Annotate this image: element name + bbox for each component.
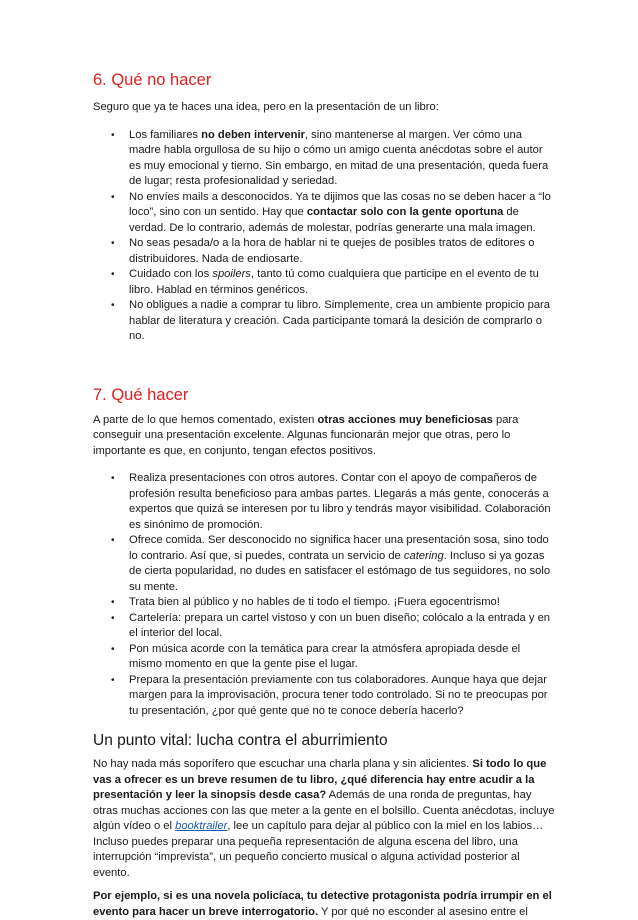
section-6-heading: 6. Qué no hacer	[93, 71, 212, 89]
vital-heading: Un punto vital: lucha contra el aburrimiento	[93, 732, 388, 749]
section-7-heading: 7. Qué hacer	[93, 385, 189, 404]
bullet-icon: •	[111, 643, 115, 655]
bullet-icon: •	[111, 612, 115, 624]
list-item: • Trata bien al público y no hables de ti todo el tiempo. ¡Fuera egocentrismo!	[93, 595, 555, 611]
section-6-list	[93, 128, 555, 345]
bullet-icon: •	[111, 238, 115, 249]
bullet-icon: •	[111, 300, 115, 311]
bullet-icon: •	[111, 597, 115, 608]
list-item: • Los familiares no deben intervenir, sino mantenerse al margen. Ver cómo una madre habla orgullosa de su hijo o cómo un amigo cuenta anécdotas sobre el autor es muy emocional y tierno. Sin embargo, en mitad de una presentación, queda fuera de lugar; resta profesionalidad y seriedad.	[111, 128, 549, 187]
vital-paragraph-1: No hay nada más soporífero que escuchar una charla plana y sin alicientes. Si todo lo que vas a ofrecer es un breve resumen de tu libro, ¿qué diferencia hay entre acudir a la presentación y leer la sinopsis desde casa? Además de una ronda de preguntas, hay otras muchas acciones con las que meter a la gente en el bolsillo. Cuenta anécdotas, incluye algún vídeo o el booktrailer, lee un capítulo para dejar al público con la miel en los labios… Incluso puedes preparar una pequeña representación de alguna escena del libro, una interrupción “imprevista”, un pequeño concierto musical o alguna actividad posterior al evento.	[93, 758, 555, 879]
section-7-intro: A parte de lo que hemos comentado, existen otras acciones muy beneficiosas para conseguir una presentación excelente. Algunas funcionarán mejor que otras, pero lo importante es que, en conjunto, tengan efectos positivos.	[93, 413, 519, 457]
document-content	[93, 70, 555, 920]
section-6-intro: Seguro que ya te haces una idea, pero en la presentación de un libro:	[93, 101, 439, 113]
bullet-icon: •	[111, 535, 115, 546]
bullet-icon: •	[111, 191, 115, 203]
list-item: • Realiza presentaciones con otros autores. Contar con el apoyo de compañeros de profesión resulta beneficioso para ambas partes. Llegarás a más gente, conocerás a expertos que quizá se interesen por tu libro y tendrás mayor visibilidad. Colaboración es sinónimo de promoción.	[111, 472, 551, 531]
list-item: • Pon música acorde con la temática para crear la atmósfera apropiada desde el mismo momento en que la gente pise el lugar.	[111, 642, 521, 670]
list-item: • No obligues a nadie a comprar tu libro. Simplemente, crea un ambiente propicio para hablar de literatura y creación. Cada participante tomará la desición de comprarlo o no.	[111, 299, 551, 342]
bullet-icon: •	[111, 674, 115, 686]
bullet-icon: •	[111, 269, 115, 280]
section-7-list	[93, 471, 555, 719]
list-item: • No envíes mails a desconocidos. Ya te dijimos que las cosas no se deben hacer a “lo loco”, sino con un sentido. Hay que contactar solo con la gente oportuna de verdad. De lo contrario, además de molestar, podrías generarte una mala imagen.	[111, 190, 551, 234]
booktrailer-link[interactable]: booktrailer	[175, 820, 228, 832]
bullet-icon: •	[111, 473, 115, 484]
list-item: • Ofrece comida. Ser desconocido no significa hacer una presentación sosa, sino todo lo contrario. Así que, si puedes, contrata un servicio de catering. Incluso si ya gozas de cierta popularidad, no dudes en satisfacer el estómago de tus seguidores, no solo su mente.	[111, 534, 551, 593]
bullet-icon: •	[111, 129, 115, 141]
list-item: • Prepara la presentación previamente con tus colaboradores. Aunque haya que dejar margen para la improvisación, procura tener todo controlado. Si no te preocupas por tu presentación, ¿por qué gente que no te conoce debería hacerlo?	[111, 673, 548, 717]
list-item: • Cuidado con los spoilers, tanto tú como cualquiera que participe en el evento de tu libro. Hablad en términos genéricos.	[111, 268, 539, 296]
list-item: • No seas pesada/o a la hora de hablar ni te quejes de posibles tratos de editores o distribuidores. Nada de endiosarte.	[111, 237, 535, 265]
vital-paragraph-2: Por ejemplo, si es una novela policíaca, tu detective protagonista podría irrumpir en el evento para hacer un breve interrogatorio. Y por qué no esconder al asesino entre el	[93, 890, 552, 918]
list-item: • Cartelería: prepara un cartel vistoso y con un buen diseño; colócalo a la entrada y en el interior del local.	[111, 611, 551, 639]
